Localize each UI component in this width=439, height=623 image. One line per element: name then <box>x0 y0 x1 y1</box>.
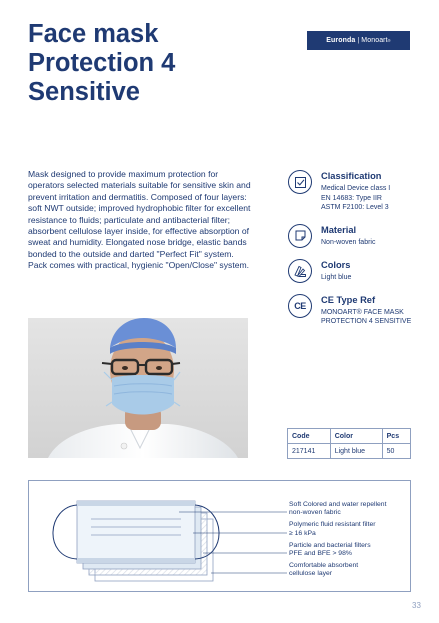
spec-material <box>288 224 418 248</box>
spec-ce <box>288 294 418 327</box>
spec-value-material: Non-woven fabric <box>321 238 376 246</box>
spec-list <box>288 170 418 338</box>
page-number: 33 <box>412 601 421 610</box>
spec-value-colors: Light blue <box>321 273 352 281</box>
mask-layers-illustration <box>29 481 289 591</box>
ce-mark-icon: CE <box>288 294 312 318</box>
cell-code: 217141 <box>288 444 331 459</box>
product-description: Mask designed to provide maximum protection for operators selected materials suitable for sensitive skin and prevent irritation and dermatitis. Composed of four layers: soft NWT outside; improved hydrophobic filter for excellent resistance to fluids; particulate and antibacterial filter; absorbent cellulose layer inside, for effective absorption of sweat and humidity. Elongated nose bridge, elastic bands bonded to the outside and darted "Perfect Fit" system. Pack comes with practical, hygienic "Open/Close" system. <box>28 169 251 271</box>
spec-heading-classification: Classification <box>321 171 382 181</box>
cell-color: Light blue <box>330 444 382 459</box>
table-header-row <box>288 429 411 444</box>
fabric-icon <box>288 224 312 248</box>
column-header-code: Code <box>288 429 331 444</box>
brand-separator: | <box>357 37 360 44</box>
brand-name-euronda: Euronda <box>326 37 356 44</box>
mask-layers-diagram <box>28 480 411 592</box>
product-photo <box>28 318 248 458</box>
layer-label-3: Particle and bacterial filters PFE and BFE > 98% <box>289 541 371 558</box>
title-line-3: Sensitive <box>28 78 140 106</box>
brand-name-monoart: Monoart <box>361 37 388 44</box>
brand-badge <box>307 31 410 50</box>
brand-registered-mark: ® <box>387 38 391 43</box>
page-title <box>28 20 258 107</box>
layer-legend <box>289 501 409 583</box>
spec-heading-ce: CE Type Ref <box>321 294 376 305</box>
column-header-color: Color <box>330 429 382 444</box>
layer-label-2: Polymeric fluid resistant filter ≥ 16 kPa <box>289 521 376 537</box>
product-table <box>287 428 411 459</box>
spec-value-classification: Medical Device class I EN 14683: Type IIR ASTM F2100: Level 3 <box>321 185 391 211</box>
spec-heading-colors: Colors <box>321 259 351 270</box>
cell-pcs: 50 <box>382 444 410 459</box>
checkbox-icon <box>288 170 312 194</box>
spec-value-ce: MONOART® FACE MASK PROTECTION 4 SENSITIVE <box>321 308 412 325</box>
palette-icon <box>288 259 312 283</box>
spec-heading-material: Material <box>321 224 357 235</box>
spec-colors <box>288 259 418 283</box>
column-header-pcs: Pcs <box>382 429 410 444</box>
title-line-2: Protection 4 <box>28 49 176 77</box>
table-row <box>288 444 411 459</box>
layer-label-1: Soft Colored and water repellent non-woven fabric <box>289 501 387 517</box>
title-line-1: Face mask <box>28 20 159 48</box>
layer-label-4: Comfortable absorbent cellulose layer <box>289 562 359 578</box>
spec-classification <box>288 170 418 213</box>
